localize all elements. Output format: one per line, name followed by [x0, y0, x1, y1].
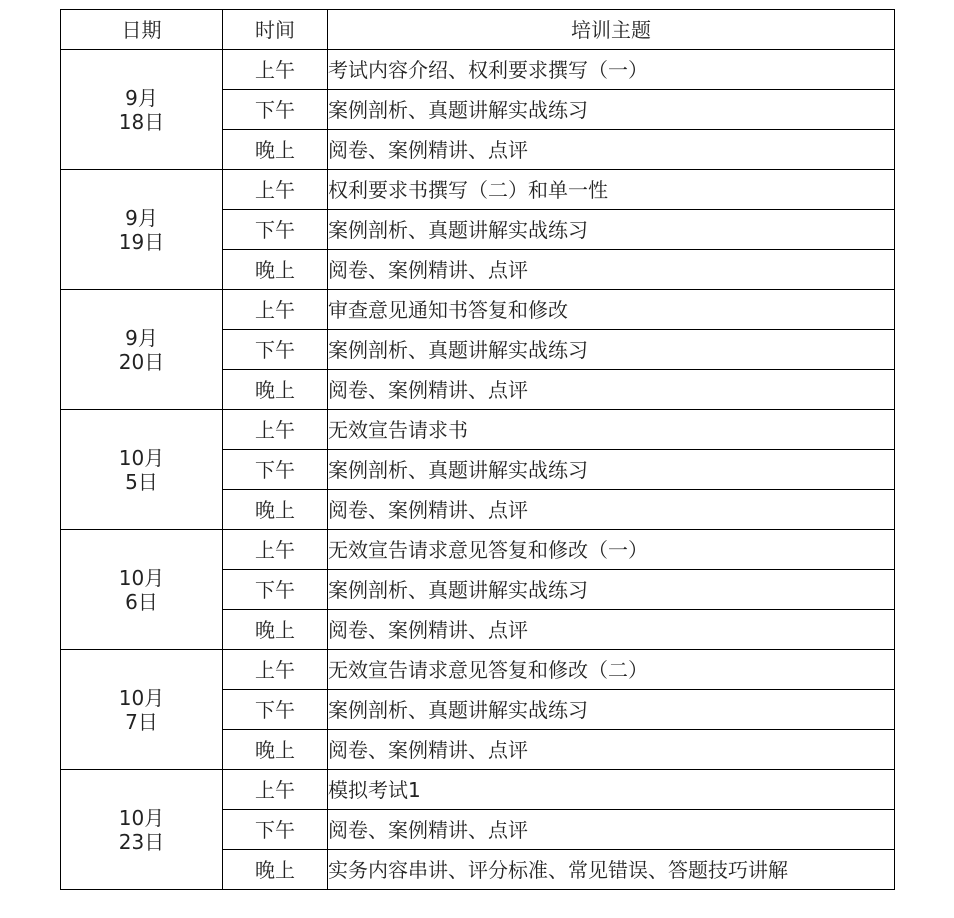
session-topic: 模拟考试1 — [328, 770, 895, 810]
date-month: 10月 — [118, 565, 165, 590]
session-time: 上午 — [223, 410, 328, 450]
date-month: 9月 — [125, 85, 158, 110]
session-time: 晚上 — [223, 850, 328, 890]
session-topic: 考试内容介绍、权利要求撰写（一） — [328, 50, 895, 90]
date-month: 10月 — [118, 685, 165, 710]
date-cell — [61, 770, 223, 890]
session-time: 晚上 — [223, 370, 328, 410]
date-cell — [61, 650, 223, 770]
date-cell — [61, 410, 223, 530]
session-topic: 阅卷、案例精讲、点评 — [328, 130, 895, 170]
session-time: 晚上 — [223, 130, 328, 170]
session-time: 上午 — [223, 650, 328, 690]
session-topic: 案例剖析、真题讲解实战练习 — [328, 690, 895, 730]
table-body — [61, 50, 895, 890]
session-time: 下午 — [223, 330, 328, 370]
session-time: 下午 — [223, 210, 328, 250]
session-time: 晚上 — [223, 610, 328, 650]
session-topic: 审查意见通知书答复和修改 — [328, 290, 895, 330]
session-topic: 阅卷、案例精讲、点评 — [328, 250, 895, 290]
date-day: 5日 — [125, 469, 158, 494]
date-day: 18日 — [118, 109, 165, 134]
session-time: 上午 — [223, 290, 328, 330]
session-topic: 阅卷、案例精讲、点评 — [328, 810, 895, 850]
date-cell — [61, 290, 223, 410]
date-day: 23日 — [118, 829, 165, 854]
session-time: 上午 — [223, 50, 328, 90]
session-time: 下午 — [223, 90, 328, 130]
session-topic: 阅卷、案例精讲、点评 — [328, 610, 895, 650]
date-day: 7日 — [125, 709, 158, 734]
session-topic: 阅卷、案例精讲、点评 — [328, 490, 895, 530]
date-day: 20日 — [118, 349, 165, 374]
date-day: 6日 — [125, 589, 158, 614]
session-topic: 案例剖析、真题讲解实战练习 — [328, 90, 895, 130]
table-row — [61, 530, 895, 570]
session-topic: 无效宣告请求意见答复和修改（一） — [328, 530, 895, 570]
session-topic: 实务内容串讲、评分标准、常见错误、答题技巧讲解 — [328, 850, 895, 890]
session-time: 下午 — [223, 690, 328, 730]
session-topic: 权利要求书撰写（二）和单一性 — [328, 170, 895, 210]
session-time: 上午 — [223, 770, 328, 810]
session-time: 上午 — [223, 170, 328, 210]
session-topic: 无效宣告请求意见答复和修改（二） — [328, 650, 895, 690]
session-topic: 无效宣告请求书 — [328, 410, 895, 450]
session-time: 晚上 — [223, 490, 328, 530]
table-row — [61, 170, 895, 210]
session-time: 上午 — [223, 530, 328, 570]
date-month: 10月 — [118, 445, 165, 470]
header-date: 日期 — [61, 10, 223, 50]
session-topic: 案例剖析、真题讲解实战练习 — [328, 330, 895, 370]
date-cell — [61, 170, 223, 290]
date-month: 9月 — [125, 205, 158, 230]
training-schedule-table — [60, 9, 895, 890]
date-day: 19日 — [118, 229, 165, 254]
table-row — [61, 650, 895, 690]
session-time: 下午 — [223, 450, 328, 490]
session-time: 晚上 — [223, 730, 328, 770]
table-row — [61, 410, 895, 450]
table-row — [61, 290, 895, 330]
session-topic: 阅卷、案例精讲、点评 — [328, 730, 895, 770]
header-row — [61, 10, 895, 50]
header-time: 时间 — [223, 10, 328, 50]
session-time: 下午 — [223, 810, 328, 850]
date-cell — [61, 50, 223, 170]
session-topic: 案例剖析、真题讲解实战练习 — [328, 450, 895, 490]
date-month: 9月 — [125, 325, 158, 350]
date-month: 10月 — [118, 805, 165, 830]
table-row — [61, 770, 895, 810]
table-header — [61, 10, 895, 50]
session-topic: 案例剖析、真题讲解实战练习 — [328, 210, 895, 250]
date-cell — [61, 530, 223, 650]
session-time: 下午 — [223, 570, 328, 610]
session-time: 晚上 — [223, 250, 328, 290]
header-topic: 培训主题 — [328, 10, 895, 50]
session-topic: 阅卷、案例精讲、点评 — [328, 370, 895, 410]
table-row — [61, 50, 895, 90]
session-topic: 案例剖析、真题讲解实战练习 — [328, 570, 895, 610]
